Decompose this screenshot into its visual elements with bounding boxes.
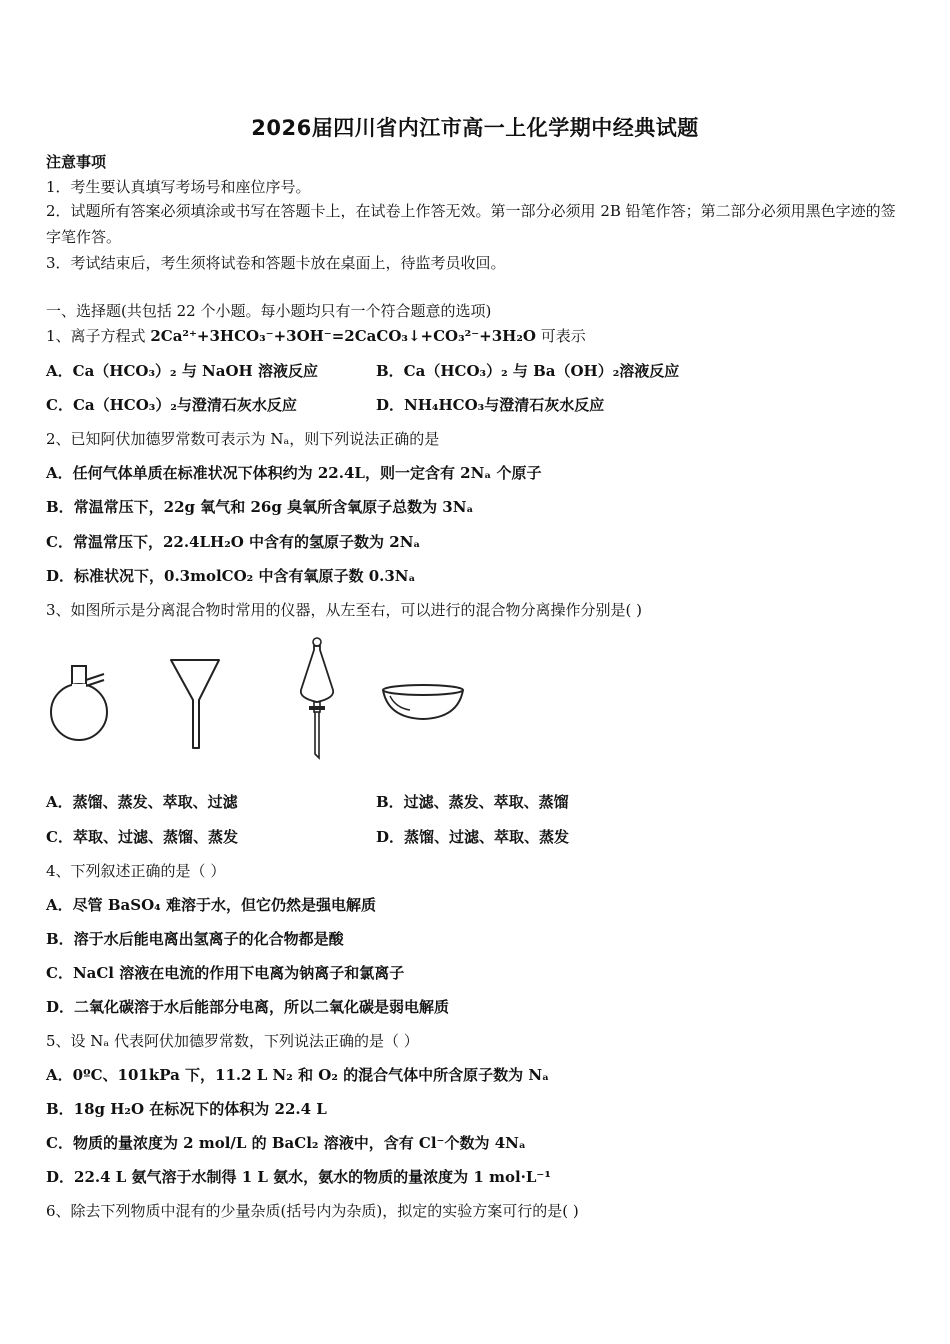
notice-heading: 注意事项: [46, 153, 107, 171]
page-title: 2026届四川省内江市高一上化学期中经典试题: [251, 116, 699, 140]
section-heading: 一、选择题(共包括 22 个小题。每小题均只有一个符合题意的选项): [46, 302, 492, 320]
q1-stem-suffix: 可表示: [535, 327, 586, 345]
q1-equation: 2Ca²⁺+3HCO₃⁻+3OH⁻=2CaCO₃↓+CO₃²⁻+3H₂O: [150, 327, 536, 345]
q2-option-d: D．标准状况下，0.3molCO₂ 中含有氧原子数 0.3Nₐ: [46, 567, 416, 585]
q2-stem: 2、已知阿伏加德罗常数可表示为 Nₐ，则下列说法正确的是: [46, 430, 440, 448]
q6-stem: 6、除去下列物质中混有的少量杂质(括号内为杂质)，拟定的实验方案可行的是( ): [46, 1202, 579, 1220]
q4-stem: 4、下列叙述正确的是（ ）: [46, 862, 226, 880]
q1-option-d: D．NH₄HCO₃与澄清石灰水反应: [376, 396, 605, 414]
q2-option-b: B．常温常压下，22g 氧气和 26g 臭氧所含氧原子总数为 3Nₐ: [46, 498, 474, 516]
q1-option-a: A．Ca（HCO₃）₂ 与 NaOH 溶液反应: [46, 362, 318, 380]
notice-item-1: 1．考生要认真填写考场号和座位序号。: [46, 178, 311, 196]
evaporating-dish-figure: [380, 682, 466, 724]
round-bottom-flask-figure: [46, 660, 116, 750]
q3-option-c: C．萃取、过滤、蒸馏、蒸发: [46, 828, 238, 846]
notice-item-2: 2．试题所有答案必须填涂或书写在答题卡上，在试卷上作答无效。第一部分必须用 2B 铅笔作答；第二部分必须用黑色字迹的签字笔作答。: [46, 202, 896, 246]
q1-stem-prefix: 1、离子方程式: [46, 327, 151, 345]
q4-option-d: D．二氧化碳溶于水后能部分电离，所以二氧化碳是弱电解质: [46, 998, 450, 1016]
q2-option-c: C．常温常压下，22.4LH₂O 中含有的氢原子数为 2Nₐ: [46, 533, 421, 551]
q3-option-d: D．蒸馏、过滤、萃取、蒸发: [376, 828, 570, 846]
q3-option-a: A．蒸馏、蒸发、萃取、过滤: [46, 793, 238, 811]
q1-option-b: B．Ca（HCO₃）₂ 与 Ba（OH）₂溶液反应: [376, 362, 680, 380]
q2-option-a: A．任何气体单质在标准状况下体积约为 22.4L，则一定含有 2Nₐ 个原子: [46, 464, 542, 482]
q1-stem: [46, 326, 586, 346]
q5-stem: 5、设 Nₐ 代表阿伏加德罗常数，下列说法正确的是（ ）: [46, 1032, 419, 1050]
funnel-figure: [168, 656, 224, 752]
q3-option-b: B．过滤、蒸发、萃取、蒸馏: [376, 793, 569, 811]
q4-option-b: B．溶于水后能电离出氢离子的化合物都是酸: [46, 930, 344, 948]
q4-option-c: C．NaCl 溶液在电流的作用下电离为钠离子和氯离子: [46, 964, 405, 982]
q5-option-d: D．22.4 L 氨气溶于水制得 1 L 氨水，氨水的物质的量浓度为 1 mol·L⁻¹: [46, 1168, 551, 1186]
notice-item-3: 3．考试结束后，考生须将试卷和答题卡放在桌面上，待监考员收回。: [46, 254, 506, 272]
q4-option-a: A．尽管 BaSO₄ 难溶于水，但它仍然是强电解质: [46, 896, 376, 914]
q1-option-c: C．Ca（HCO₃）₂与澄清石灰水反应: [46, 396, 297, 414]
q5-option-c: C．物质的量浓度为 2 mol/L 的 BaCl₂ 溶液中，含有 Cl⁻个数为 4Nₐ: [46, 1134, 526, 1152]
q5-option-b: B．18g H₂O 在标况下的体积为 22.4 L: [46, 1100, 327, 1118]
q3-stem: 3、如图所示是分离混合物时常用的仪器，从左至右，可以进行的混合物分离操作分别是( ): [46, 601, 643, 619]
q5-option-a: A．0ºC、101kPa 下，11.2 L N₂ 和 O₂ 的混合气体中所含原子数为 Nₐ: [46, 1066, 550, 1084]
separatory-funnel-figure: [297, 636, 337, 766]
